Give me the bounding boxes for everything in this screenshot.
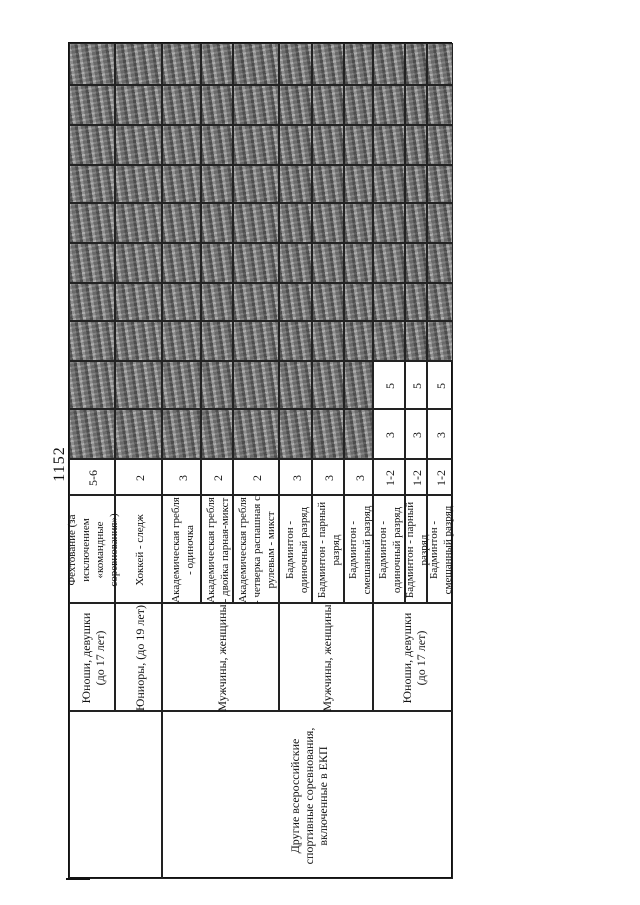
section-label: Другие всероссийские спортивные соревнования, включенные в ЕКП — [287, 727, 330, 865]
value-cell — [312, 243, 344, 283]
value-cell — [162, 409, 201, 459]
value-cell — [69, 203, 115, 243]
value-cell — [69, 321, 115, 361]
value-cell — [162, 283, 201, 321]
value-cell — [201, 283, 233, 321]
value-cell — [233, 409, 279, 459]
group-cell — [373, 603, 453, 711]
value-cell — [69, 361, 115, 409]
age-value: 1-2 — [434, 470, 448, 486]
value-cell — [344, 165, 373, 203]
value-3: 3 — [434, 432, 448, 438]
value-cell — [279, 203, 312, 243]
value-cell — [427, 321, 453, 361]
value-cell — [233, 43, 279, 85]
discipline-label: Бадминтон - парный разряд — [404, 501, 430, 599]
value-cell — [115, 85, 162, 125]
age-value: 3 — [352, 475, 367, 481]
discipline-cell — [201, 495, 233, 603]
discipline-label: Хоккей - следж — [133, 514, 146, 586]
value-cell — [344, 203, 373, 243]
discipline-cell — [162, 495, 201, 603]
value-cell — [279, 165, 312, 203]
value-cell — [279, 283, 312, 321]
value-cell — [312, 43, 344, 85]
results-table — [68, 42, 452, 878]
value-cell — [405, 125, 427, 165]
value-cell — [344, 321, 373, 361]
value-cell — [344, 43, 373, 85]
value-cell — [373, 321, 405, 361]
value-cell — [233, 165, 279, 203]
age-value: 5-6 — [86, 470, 100, 486]
value-cell — [69, 165, 115, 203]
value-cell — [405, 243, 427, 283]
age-value: 3 — [289, 475, 304, 481]
value-cell — [344, 243, 373, 283]
discipline-label: Фехтование (за исключением «командные соревнования») — [66, 513, 120, 587]
age-cell — [279, 459, 312, 495]
value-cell — [405, 203, 427, 243]
value-cell — [312, 283, 344, 321]
value-cell — [373, 165, 405, 203]
value-cell — [233, 361, 279, 409]
value-cell — [233, 203, 279, 243]
age-value: 2 — [211, 475, 225, 481]
value-5: 5 — [383, 383, 397, 389]
discipline-cell — [66, 495, 120, 603]
group-label: Юноши, девушки (до 17 лет) — [79, 612, 107, 704]
value-cell — [427, 283, 453, 321]
value-cell — [201, 165, 233, 203]
group-cell — [69, 603, 115, 711]
discipline-cell — [312, 495, 344, 603]
page-number: 1152 — [51, 446, 68, 482]
value-3: 3 — [410, 432, 424, 438]
value-cell — [162, 85, 201, 125]
value-cell — [312, 125, 344, 165]
discipline-cell — [373, 495, 405, 603]
value-cell — [373, 125, 405, 165]
value-cell — [115, 409, 162, 459]
value-cell — [233, 321, 279, 361]
value-cell — [162, 321, 201, 361]
value-cell — [405, 43, 427, 85]
section-label-cell — [162, 711, 453, 879]
value-cell — [233, 283, 279, 321]
discipline-cell — [404, 495, 430, 603]
discipline-label: Академическая гребля - одиночка — [169, 497, 196, 603]
value-cell — [69, 85, 115, 125]
value-cell — [162, 243, 201, 283]
discipline-cell — [233, 495, 279, 603]
value-cell — [344, 125, 373, 165]
value-cell — [279, 125, 312, 165]
discipline-label: Академическая гребля - двойка парная-микст — [205, 497, 231, 603]
value-cell — [344, 85, 373, 125]
age-cell — [344, 459, 373, 495]
value-cell — [373, 243, 405, 283]
group-cell — [162, 603, 279, 711]
group-label: Юниоры, (до 19 лет) — [132, 605, 147, 711]
value-cell — [312, 361, 344, 409]
value-cell — [115, 43, 162, 85]
value-cell — [405, 321, 427, 361]
value-cell — [427, 361, 453, 409]
value-cell — [201, 409, 233, 459]
value-cell — [427, 125, 453, 165]
value-3: 3 — [383, 432, 397, 438]
discipline-cell — [427, 495, 453, 603]
value-cell — [312, 85, 344, 125]
value-cell — [115, 125, 162, 165]
group-label: Мужчины, женщины — [320, 604, 334, 712]
value-cell — [115, 243, 162, 283]
value-cell — [201, 361, 233, 409]
value-cell — [162, 165, 201, 203]
value-cell — [279, 85, 312, 125]
discipline-cell — [279, 495, 312, 603]
age-cell — [427, 459, 453, 495]
discipline-label: Бадминтон - одиночный разряд — [283, 506, 310, 594]
value-cell — [201, 243, 233, 283]
discipline-label: Бадминтон - одиночный разряд — [377, 506, 403, 594]
value-cell — [427, 43, 453, 85]
scan-mark — [66, 878, 90, 880]
value-cell — [279, 409, 312, 459]
value-cell — [405, 283, 427, 321]
value-cell — [279, 43, 312, 85]
age-cell — [201, 459, 233, 495]
discipline-label: Бадминтон - смешанный разряд — [346, 505, 373, 595]
value-cell — [344, 409, 373, 459]
value-cell — [312, 321, 344, 361]
value-cell — [427, 165, 453, 203]
value-cell — [405, 85, 427, 125]
value-cell — [373, 43, 405, 85]
value-cell — [405, 361, 427, 409]
age-value: 3 — [175, 475, 190, 481]
value-cell — [312, 165, 344, 203]
value-cell — [69, 125, 115, 165]
value-cell — [279, 243, 312, 283]
discipline-cell — [115, 495, 162, 603]
value-cell — [69, 283, 115, 321]
value-cell — [279, 361, 312, 409]
discipline-cell — [344, 495, 373, 603]
group-label: Юноши, девушки (до 17 лет) — [400, 612, 428, 704]
group-label: Мужчины, женщины — [214, 604, 229, 712]
value-cell — [427, 243, 453, 283]
discipline-label: Бадминтон - парный разряд — [316, 501, 342, 599]
discipline-label: Бадминтон - смешанный разряд — [428, 505, 454, 595]
value-cell — [233, 125, 279, 165]
value-cell — [312, 409, 344, 459]
value-cell — [69, 243, 115, 283]
section-blank-cell — [69, 711, 162, 879]
value-cell — [233, 85, 279, 125]
value-cell — [201, 321, 233, 361]
value-cell — [201, 125, 233, 165]
age-cell — [69, 459, 115, 495]
age-value: 2 — [250, 475, 264, 481]
value-cell — [201, 43, 233, 85]
age-value: 1-2 — [383, 470, 397, 486]
age-cell — [312, 459, 344, 495]
value-cell — [373, 409, 405, 459]
value-cell — [201, 85, 233, 125]
value-cell — [373, 85, 405, 125]
value-cell — [162, 43, 201, 85]
value-cell — [373, 283, 405, 321]
value-cell — [115, 283, 162, 321]
age-cell — [162, 459, 201, 495]
value-cell — [162, 361, 201, 409]
value-cell — [69, 409, 115, 459]
value-cell — [162, 125, 201, 165]
value-cell — [427, 203, 453, 243]
group-cell — [279, 603, 373, 711]
value-cell — [427, 409, 453, 459]
value-cell — [427, 85, 453, 125]
age-cell — [405, 459, 427, 495]
value-5: 5 — [434, 383, 448, 389]
value-cell — [312, 203, 344, 243]
value-cell — [115, 361, 162, 409]
value-cell — [115, 203, 162, 243]
age-cell — [373, 459, 405, 495]
value-cell — [162, 203, 201, 243]
value-cell — [373, 203, 405, 243]
discipline-label: Академическая гребля - четверка распашная с рулевым - микст — [237, 496, 277, 604]
value-cell — [233, 243, 279, 283]
age-value: 2 — [132, 475, 147, 481]
value-cell — [201, 203, 233, 243]
value-cell — [69, 43, 115, 85]
value-5: 5 — [410, 383, 424, 389]
value-cell — [279, 321, 312, 361]
value-cell — [344, 283, 373, 321]
age-value: 3 — [322, 475, 336, 481]
value-cell — [344, 361, 373, 409]
age-cell — [115, 459, 162, 495]
value-cell — [405, 165, 427, 203]
value-cell — [115, 321, 162, 361]
age-cell — [233, 459, 279, 495]
value-cell — [373, 361, 405, 409]
group-cell — [115, 603, 162, 711]
age-value: 1-2 — [410, 470, 424, 486]
value-cell — [405, 409, 427, 459]
value-cell — [115, 165, 162, 203]
